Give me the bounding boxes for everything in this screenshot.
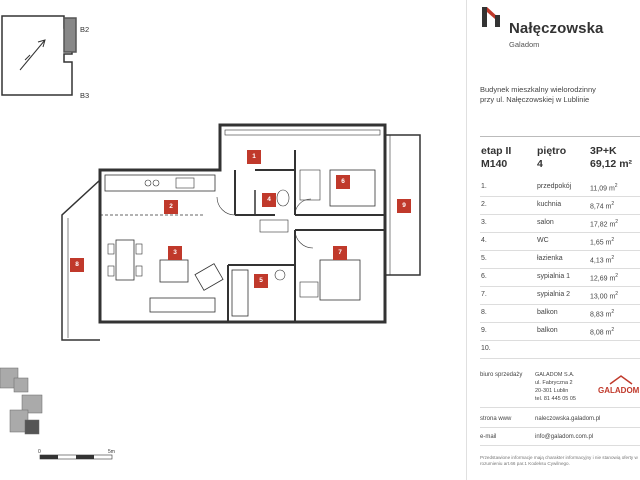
divider [480,445,640,446]
office-street: ul. Fabryczna 2 [535,380,573,386]
room-area: 12,69 $m^2$ [590,273,619,283]
room-area: 8,74 $m^2$ [590,201,615,211]
room-number: 2. [481,201,487,208]
room-number: 1. [481,183,487,190]
web-label: strona www [480,416,512,422]
room-area: 11,09 $m^2$ [590,183,618,193]
room-row [480,268,640,287]
room-area: 8,83 $m^2$ [590,309,615,319]
room-row [480,196,640,215]
room-area: 13,00 $m^2$ [590,291,619,301]
room-label-4: 4 [262,193,276,207]
room-label-5: 5 [254,274,268,288]
unit-area: 69,12 m² [590,158,633,170]
room-number: 9. [481,327,487,334]
room-row [480,304,640,323]
room-area: 1,65 $m^2$ [590,237,615,247]
room-name: balkon [537,309,558,316]
room-number: 8. [481,309,487,316]
room-number: 7. [481,291,487,298]
office-phone: tel. 81 445 05 05 [535,396,576,402]
room-name: łazienka [537,255,563,262]
room-label-1: 1 [247,150,261,164]
scale-bar [40,455,112,459]
room-label-3: 3 [168,246,182,260]
office-label: biuro sprzedaży [480,372,523,378]
room-row [480,286,640,305]
room-area: 8,08 $m^2$ [590,327,615,337]
room-label-8: 8 [70,258,84,272]
brand-sub: Galadom [509,40,540,49]
room-row [480,250,640,269]
room-label-7: 7 [333,246,347,260]
room-name: salon [537,219,554,226]
room-number: 10. [481,345,491,352]
email-label: e-mail [480,434,497,440]
brand-logo-icon [480,5,502,29]
scale-end: 5m [108,449,115,455]
room-name: sypialnia 2 [537,291,571,298]
galadom-logo-text: GALADOM [598,386,640,395]
key-plan [2,16,76,95]
panel-divider [466,0,467,480]
key-plan-b3: B3 [80,91,90,100]
room-area: 4,13 $m^2$ [590,255,615,265]
unit-number: M140 [481,158,508,170]
room-name: kuchnia [537,201,562,208]
floor-number: 4 [537,158,543,170]
room-row [480,232,640,251]
stage: etap II [481,145,512,157]
unit-type: 3P+K [590,145,617,157]
email-link[interactable]: info@galadom.com.pl [535,434,594,440]
brand-name: Nałęczowska [509,20,604,37]
room-number: 4. [481,237,487,244]
divider [480,427,640,428]
web-link[interactable]: naleczowska.galadom.pl [535,416,601,422]
room-name: sypialnia 1 [537,273,571,280]
room-row [480,322,640,341]
room-name: WC [537,237,549,244]
room-label-2: 2 [164,200,178,214]
room-number: 5. [481,255,487,262]
building-line-1: Budynek mieszkalny wielorodzinny [480,85,596,94]
room-name: przedpokój [537,183,572,190]
office-city: 20-301 Lublin [535,388,569,394]
site-plan [0,368,42,434]
room-label-9: 9 [397,199,411,213]
room-number: 6. [481,273,487,280]
room-label-6: 6 [336,175,350,189]
disclaimer: Przedstawione informacje mają charakter informacyjny i nie stanowią oferty w rozumieniu art.66 par.1 Kodeksu Cywilnego. [480,455,638,466]
room-row [480,178,640,197]
room-row [480,214,640,233]
building-line-2: przy ul. Nałęczowskiej w Lublinie [480,95,590,104]
office-company: GALADOM S.A. [535,372,575,378]
room-row [480,340,640,359]
room-name: balkon [537,327,558,334]
key-plan-b2: B2 [80,25,90,34]
room-area: 17,82 $m^2$ [590,219,619,229]
info-panel [480,0,640,480]
floor-label: piętro [537,145,567,157]
room-number: 3. [481,219,487,226]
scale-start: 0 [38,449,41,455]
divider [480,407,640,408]
divider [480,136,640,137]
